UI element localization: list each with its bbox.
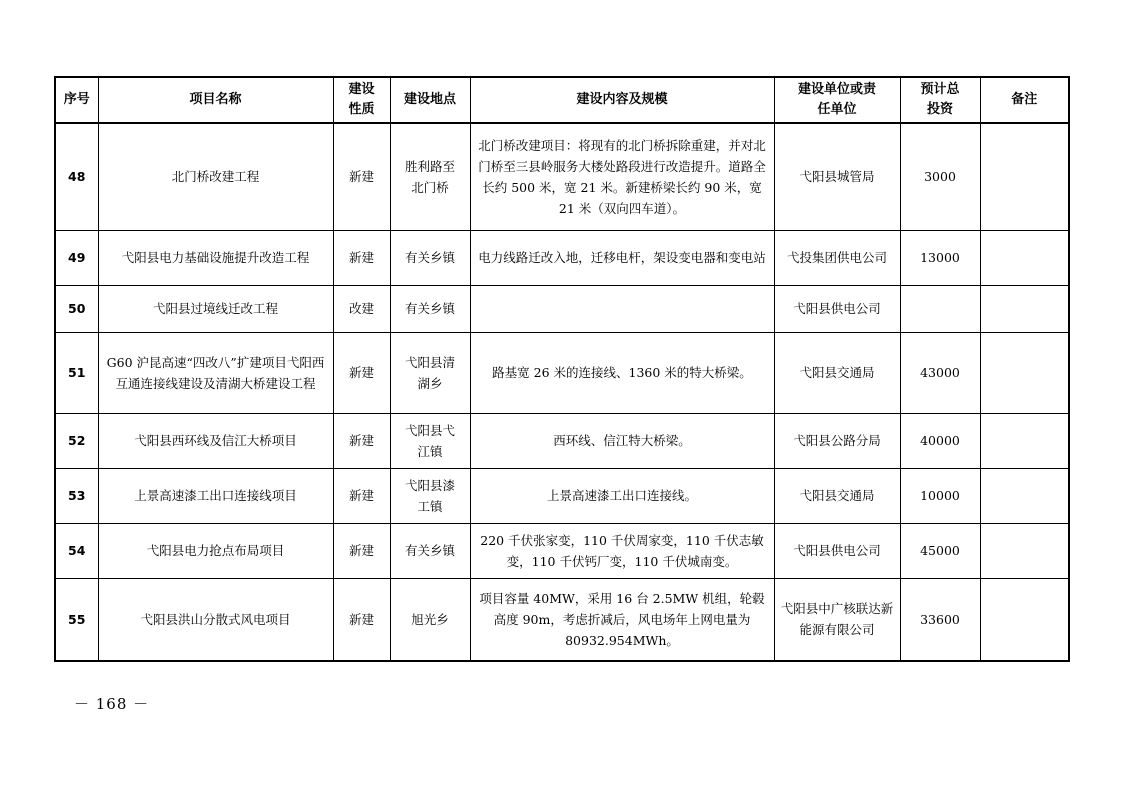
row-nature: 改建 bbox=[333, 285, 390, 332]
row-content: 北门桥改建项目：将现有的北门桥拆除重建，并对北门桥至三县岭服务大楼处路段进行改造提升。道路全长约 500 米，宽 21 米。新建桥梁长约 90 米，宽 21 米（双向四车道）。 bbox=[470, 123, 774, 230]
row-content: 电力线路迁改入地，迁移电杆，架设变电器和变电站 bbox=[470, 230, 774, 285]
row-remark bbox=[980, 285, 1069, 332]
project-table bbox=[54, 76, 1070, 662]
row-no: 51 bbox=[55, 332, 98, 413]
row-name: 弋阳县洪山分散式风电项目 bbox=[98, 578, 333, 661]
header-invest: 预计总投资 bbox=[900, 77, 980, 123]
row-unit: 弋阳县交通局 bbox=[774, 468, 900, 523]
row-location: 有关乡镇 bbox=[390, 285, 470, 332]
header-name: 项目名称 bbox=[98, 77, 333, 123]
row-nature: 新建 bbox=[333, 230, 390, 285]
header-location: 建设地点 bbox=[390, 77, 470, 123]
table-row bbox=[55, 523, 1069, 578]
row-invest: 43000 bbox=[900, 332, 980, 413]
row-unit: 弋阳县公路分局 bbox=[774, 413, 900, 468]
row-no: 50 bbox=[55, 285, 98, 332]
table-row bbox=[55, 332, 1069, 413]
row-remark bbox=[980, 123, 1069, 230]
row-name: 弋阳县西环线及信江大桥项目 bbox=[98, 413, 333, 468]
row-location: 弋阳县弋江镇 bbox=[390, 413, 470, 468]
row-unit: 弋阳县供电公司 bbox=[774, 285, 900, 332]
header-content: 建设内容及规模 bbox=[470, 77, 774, 123]
row-location: 有关乡镇 bbox=[390, 523, 470, 578]
row-invest: 3000 bbox=[900, 123, 980, 230]
row-remark bbox=[980, 230, 1069, 285]
table-row bbox=[55, 468, 1069, 523]
row-name: G60 沪昆高速“四改八”扩建项目弋阳西互通连接线建设及清湖大桥建设工程 bbox=[98, 332, 333, 413]
row-no: 48 bbox=[55, 123, 98, 230]
row-no: 53 bbox=[55, 468, 98, 523]
row-remark bbox=[980, 332, 1069, 413]
row-remark bbox=[980, 468, 1069, 523]
row-nature: 新建 bbox=[333, 468, 390, 523]
row-unit: 弋阳县供电公司 bbox=[774, 523, 900, 578]
row-unit: 弋阳县中广核联达新能源有限公司 bbox=[774, 578, 900, 661]
header-remark: 备注 bbox=[980, 77, 1069, 123]
header-unit: 建设单位或责任单位 bbox=[774, 77, 900, 123]
table-row bbox=[55, 413, 1069, 468]
table-row bbox=[55, 578, 1069, 661]
header-nature: 建设性质 bbox=[333, 77, 390, 123]
row-no: 55 bbox=[55, 578, 98, 661]
row-nature: 新建 bbox=[333, 332, 390, 413]
row-location: 旭光乡 bbox=[390, 578, 470, 661]
row-nature: 新建 bbox=[333, 578, 390, 661]
row-unit: 弋阳县交通局 bbox=[774, 332, 900, 413]
header-no: 序号 bbox=[55, 77, 98, 123]
row-name: 北门桥改建工程 bbox=[98, 123, 333, 230]
row-content: 项目容量 40MW，采用 16 台 2.5MW 机组，轮毂高度 90m，考虑折减后，风电场年上网电量为 80932.954MWh。 bbox=[470, 578, 774, 661]
row-unit: 弋阳县城管局 bbox=[774, 123, 900, 230]
row-nature: 新建 bbox=[333, 123, 390, 230]
row-no: 49 bbox=[55, 230, 98, 285]
row-name: 弋阳县电力基础设施提升改造工程 bbox=[98, 230, 333, 285]
row-content: 路基宽 26 米的连接线、1360 米的特大桥梁。 bbox=[470, 332, 774, 413]
row-name: 弋阳县电力抢点布局项目 bbox=[98, 523, 333, 578]
row-content: 220 千伏张家变，110 千伏周家变，110 千伏志敏变，110 千伏钙厂变，110 千伏城南变。 bbox=[470, 523, 774, 578]
row-invest bbox=[900, 285, 980, 332]
row-location: 有关乡镇 bbox=[390, 230, 470, 285]
row-no: 54 bbox=[55, 523, 98, 578]
row-location: 弋阳县漆工镇 bbox=[390, 468, 470, 523]
row-nature: 新建 bbox=[333, 413, 390, 468]
row-name: 弋阳县过境线迁改工程 bbox=[98, 285, 333, 332]
table-row bbox=[55, 230, 1069, 285]
row-content: 上景高速漆工出口连接线。 bbox=[470, 468, 774, 523]
table-row bbox=[55, 123, 1069, 230]
row-invest: 40000 bbox=[900, 413, 980, 468]
table-header-row bbox=[55, 77, 1069, 123]
row-remark bbox=[980, 523, 1069, 578]
row-name: 上景高速漆工出口连接线项目 bbox=[98, 468, 333, 523]
row-remark bbox=[980, 413, 1069, 468]
row-invest: 13000 bbox=[900, 230, 980, 285]
row-content bbox=[470, 285, 774, 332]
row-content: 西环线、信江特大桥梁。 bbox=[470, 413, 774, 468]
row-remark bbox=[980, 578, 1069, 661]
row-no: 52 bbox=[55, 413, 98, 468]
row-invest: 33600 bbox=[900, 578, 980, 661]
table-row bbox=[55, 285, 1069, 332]
row-invest: 45000 bbox=[900, 523, 980, 578]
row-unit: 弋投集团供电公司 bbox=[774, 230, 900, 285]
row-location: 胜利路至北门桥 bbox=[390, 123, 470, 230]
page-number: － 168 － bbox=[74, 695, 150, 713]
row-nature: 新建 bbox=[333, 523, 390, 578]
row-invest: 10000 bbox=[900, 468, 980, 523]
row-location: 弋阳县清湖乡 bbox=[390, 332, 470, 413]
